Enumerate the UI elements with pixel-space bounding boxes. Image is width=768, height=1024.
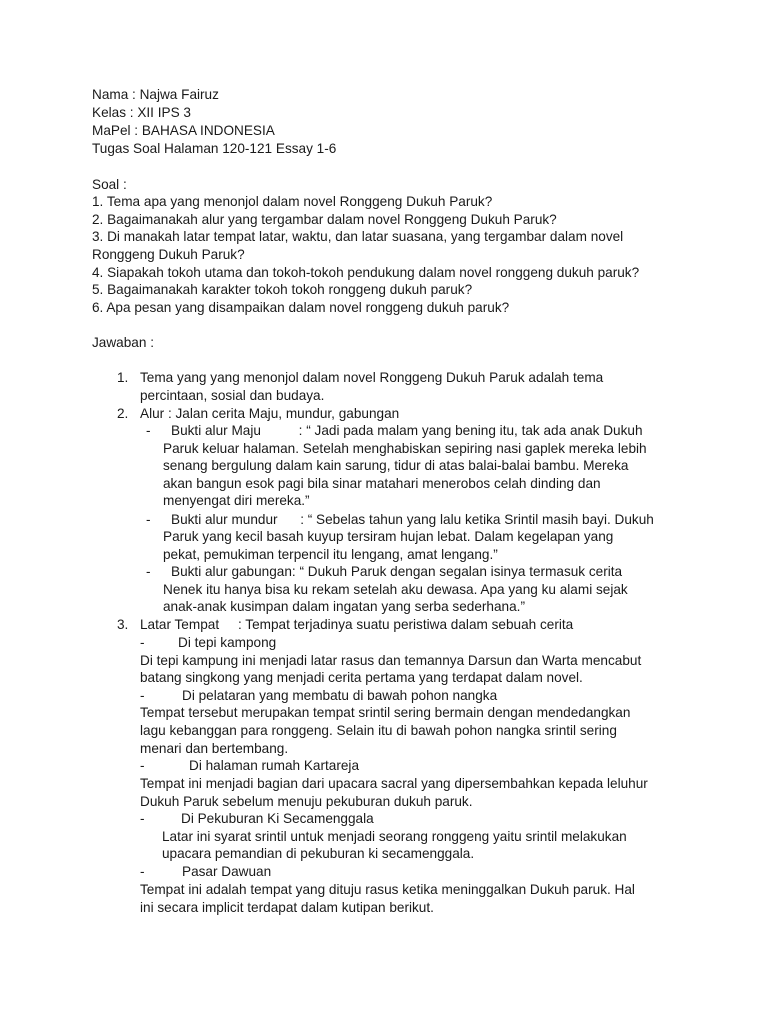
tempat-1-label: Di tepi kampong	[178, 635, 277, 650]
bukti-mundur-line-1: Bukti alur mundur : “ Sebelas tahun yang lalu ketika Srintil masih bayi. Dukuh	[171, 512, 654, 527]
bukti-gabungan-line-2: Nenek itu hanya bisa ku rekam setelah aku dewasa. Apa yang ku alami sejak	[163, 582, 628, 597]
bullet-dash: -	[140, 635, 145, 650]
answer-1-line-1: Tema yang yang menonjol dalam novel Ronggeng Dukuh Paruk adalah tema	[140, 370, 604, 385]
tempat-2-line-3: menari dan bertembang.	[140, 741, 289, 756]
subject: MaPel : BAHASA INDONESIA	[92, 123, 275, 138]
question-4: 4. Siapakah tokoh utama dan tokoh-tokoh pendukung dalam novel ronggeng dukuh paruk?	[92, 265, 640, 280]
bukti-gabungan-line-3: anak-anak kusimpan dalam ingatan yang serba sederhana.”	[163, 599, 525, 614]
bullet-dash: -	[140, 688, 145, 703]
bukti-gabungan-line-1: Bukti alur gabungan: “ Dukuh Paruk dengan segalan isinya termasuk cerita	[171, 564, 623, 579]
tempat-2-line-2: lagu kebanggan para ronggeng. Selain itu di bawah pohon nangka srintil sering	[140, 723, 617, 738]
tempat-5-label: Pasar Dawuan	[182, 864, 272, 879]
tempat-4-label: Di Pekuburan Ki Secamenggala	[181, 811, 374, 826]
tempat-3-label: Di halaman rumah Kartareja	[189, 758, 360, 773]
tempat-4-line-1: Latar ini syarat srintil untuk menjadi seorang ronggeng yaitu srintil melakukan	[162, 829, 627, 844]
bukti-maju-line-5: menyengat diri mereka.”	[163, 493, 310, 508]
answer-2-line-1: Alur : Jalan cerita Maju, mundur, gabungan	[140, 406, 400, 421]
bukti-maju-line-4: akan bangun esok pagi bila sinar matahari menerobos celah dinding dan	[163, 476, 601, 491]
bukti-maju-line-2: Paruk keluar halaman. Setelah menghabiskan sepiring nasi gaplek mereka lebih	[163, 441, 647, 456]
answer-1-number: 1.	[117, 370, 129, 385]
tempat-3-line-2: Dukuh Paruk sebelum menuju pekuburan dukuh paruk.	[140, 794, 473, 809]
student-name: Nama : Najwa Fairuz	[92, 87, 219, 102]
tempat-1-line-1: Di tepi kampung ini menjadi latar rasus dan temannya Darsun dan Warta mencabut	[140, 653, 642, 668]
bukti-mundur-line-3: pekat, pemukiman terpencil itu lengang, amat lengang.”	[163, 547, 498, 562]
answer-1-line-2: percintaan, sosial dan budaya.	[140, 388, 325, 403]
question-5: 5. Bagaimanakah karakter tokoh tokoh ronggeng dukuh paruk?	[92, 282, 473, 297]
bullet-dash: -	[140, 811, 145, 826]
question-2: 2. Bagaimanakah alur yang tergambar dalam novel Ronggeng Dukuh Paruk?	[92, 212, 557, 227]
answer-2-number: 2.	[117, 406, 129, 421]
bullet-dash: -	[140, 864, 145, 879]
student-class: Kelas : XII IPS 3	[92, 105, 191, 120]
answer-3-line-1: Latar Tempat : Tempat terjadinya suatu peristiwa dalam sebuah cerita	[140, 617, 574, 632]
question-1: 1. Tema apa yang menonjol dalam novel Ronggeng Dukuh Paruk?	[92, 194, 493, 209]
bullet-dash: -	[146, 564, 151, 579]
bullet-dash: -	[146, 512, 151, 527]
bukti-maju-line-3: senang bergulung dalam kain sarung, tidur di atas balai-balai bambu. Mereka	[163, 458, 629, 473]
question-3-line-2: Ronggeng Dukuh Paruk?	[92, 247, 245, 262]
tempat-1-line-2: batang singkong yang menjadi cerita pertama yang terdapat dalam novel.	[140, 670, 583, 685]
question-3-line-1: 3. Di manakah latar tempat latar, waktu, dan latar suasana, yang tergambar dalam novel	[92, 229, 624, 244]
tempat-5-line-1: Tempat ini adalah tempat yang dituju rasus ketika meninggalkan Dukuh paruk. Hal	[140, 882, 635, 897]
tempat-2-line-1: Tempat tersebut merupakan tempat srintil sering bermain dengan mendedangkan	[140, 705, 631, 720]
tempat-4-line-2: upacara pemandian di pekuburan ki secamenggala.	[162, 846, 475, 861]
question-6: 6. Apa pesan yang disampaikan dalam novel ronggeng dukuh paruk?	[92, 300, 510, 315]
soal-heading: Soal :	[92, 177, 127, 192]
tempat-5-line-2: ini secara implicit terdapat dalam kutipan berikut.	[140, 900, 434, 915]
answer-3-number: 3.	[117, 617, 129, 632]
assignment-title: Tugas Soal Halaman 120-121 Essay 1-6	[92, 141, 337, 156]
jawaban-heading: Jawaban :	[92, 335, 154, 350]
tempat-3-line-1: Tempat ini menjadi bagian dari upacara sacral yang dipersembahkan kepada leluhur	[140, 776, 648, 791]
tempat-2-label: Di pelataran yang membatu di bawah pohon nangka	[182, 688, 498, 703]
bullet-dash: -	[146, 423, 151, 438]
bukti-mundur-line-2: Paruk yang kecil basah kuyup tersiram hujan lebat. Dalam kegelapan yang	[163, 529, 614, 544]
bullet-dash: -	[140, 758, 145, 773]
bukti-maju-line-1: Bukti alur Maju : “ Jadi pada malam yang bening itu, tak ada anak Dukuh	[171, 423, 643, 438]
